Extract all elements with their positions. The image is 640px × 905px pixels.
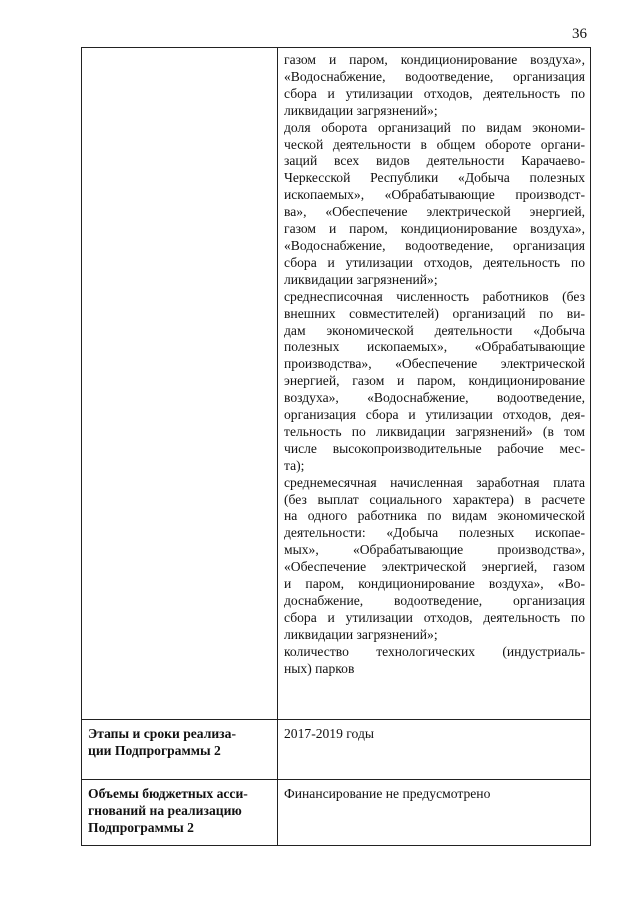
indicator-line: ва», «Обеспечение электрической энергией, bbox=[284, 204, 585, 220]
table-row-budget bbox=[82, 780, 591, 846]
indicator-line: энергией, газом и паром, кондиционирование bbox=[284, 373, 585, 389]
table-row-indicators bbox=[82, 48, 591, 720]
indicator-line: и паром, кондиционирование воздуха», «Во- bbox=[284, 576, 585, 592]
indicators-label-cell bbox=[82, 48, 278, 720]
indicator-line: дам экономической деятельности «Добыча bbox=[284, 322, 585, 338]
indicator-line: ликвидации загрязнений»; bbox=[284, 102, 438, 118]
indicator-line: сбора и утилизации отходов, деятельность по bbox=[284, 609, 585, 625]
indicator-line: числе высокопроизводительные рабочие мес- bbox=[284, 440, 585, 456]
indicator-line: доля оборота организаций по видам экономи- bbox=[284, 119, 585, 135]
indicator-line: среднесписочная численность работников (без bbox=[284, 288, 585, 304]
indicator-line: заций всех видов деятельности Карачаево- bbox=[284, 153, 585, 169]
indicators-text bbox=[278, 48, 590, 678]
indicator-line: доснабжение, водоотведение, организация bbox=[284, 593, 585, 608]
indicator-line: ческой деятельности в общем обороте органи- bbox=[284, 136, 585, 152]
indicator-line: мых», «Обрабатывающие производства», bbox=[284, 542, 585, 558]
indicator-line: Черкесской Республики «Добыча полезных bbox=[284, 170, 585, 186]
indicator-line: та); bbox=[284, 457, 305, 473]
budget-label-line: Объемы бюджетных асси- bbox=[88, 786, 248, 801]
indicator-line: сбора и утилизации отходов, деятельность по bbox=[284, 254, 585, 270]
indicator-line: деятельности: «Добыча полезных ископае- bbox=[284, 525, 585, 541]
indicator-line: ликвидации загрязнений»; bbox=[284, 626, 438, 642]
indicator-line: ископаемых», «Обрабатывающие производст- bbox=[284, 187, 585, 203]
budget-value: Финансирование не предусмотрено bbox=[284, 786, 491, 801]
indicator-line: тельность по ликвидации загрязнений» (в том bbox=[284, 423, 585, 439]
indicator-line: «Водоснабжение, водоотведение, организация bbox=[284, 68, 585, 84]
stages-label-cell bbox=[82, 720, 278, 780]
budget-label-line: Подпрограммы 2 bbox=[88, 819, 194, 835]
indicator-line: производства», «Обеспечение электрической bbox=[284, 356, 585, 372]
subprogram-passport-table bbox=[81, 47, 591, 846]
indicators-value-cell bbox=[278, 48, 591, 720]
stages-label-line: ции Подпрограммы 2 bbox=[88, 742, 221, 758]
indicator-line: на одного работника по видам экономической bbox=[284, 508, 585, 524]
indicator-line: полезных ископаемых», «Обрабатывающие bbox=[284, 339, 585, 355]
indicator-line: газом и паром, кондиционирование воздуха», bbox=[284, 221, 585, 237]
stages-value: 2017-2019 годы bbox=[284, 726, 374, 741]
indicator-line: сбора и утилизации отходов, деятельность по bbox=[284, 85, 585, 101]
indicator-line: ликвидации загрязнений»; bbox=[284, 271, 438, 287]
page-number: 36 bbox=[572, 26, 587, 42]
indicator-line: среднемесячная начисленная заработная плата bbox=[284, 474, 585, 490]
budget-label-line: гнований на реализацию bbox=[88, 802, 242, 818]
budget-value-cell bbox=[278, 780, 591, 846]
indicator-line: организация сбора и утилизации отходов, дея- bbox=[284, 407, 585, 423]
indicator-line: внешних совместителей) организаций по ви- bbox=[284, 305, 585, 321]
stages-label-line: Этапы и сроки реализа- bbox=[88, 726, 236, 741]
indicator-line: (без выплат социального характера) в расчете bbox=[284, 491, 585, 507]
indicator-line: «Обеспечение электрической энергией, газом bbox=[284, 559, 585, 575]
stages-value-cell bbox=[278, 720, 591, 780]
indicator-line: воздуха», «Водоснабжение, водоотведение, bbox=[284, 390, 585, 406]
table-row-stages bbox=[82, 720, 591, 780]
indicator-line: количество технологических (индустриаль- bbox=[284, 643, 585, 659]
indicator-line: «Водоснабжение, водоотведение, организация bbox=[284, 237, 585, 253]
budget-label-cell bbox=[82, 780, 278, 846]
indicator-line: ных) парков bbox=[284, 660, 355, 676]
indicator-line: газом и паром, кондиционирование воздуха», bbox=[284, 52, 585, 67]
